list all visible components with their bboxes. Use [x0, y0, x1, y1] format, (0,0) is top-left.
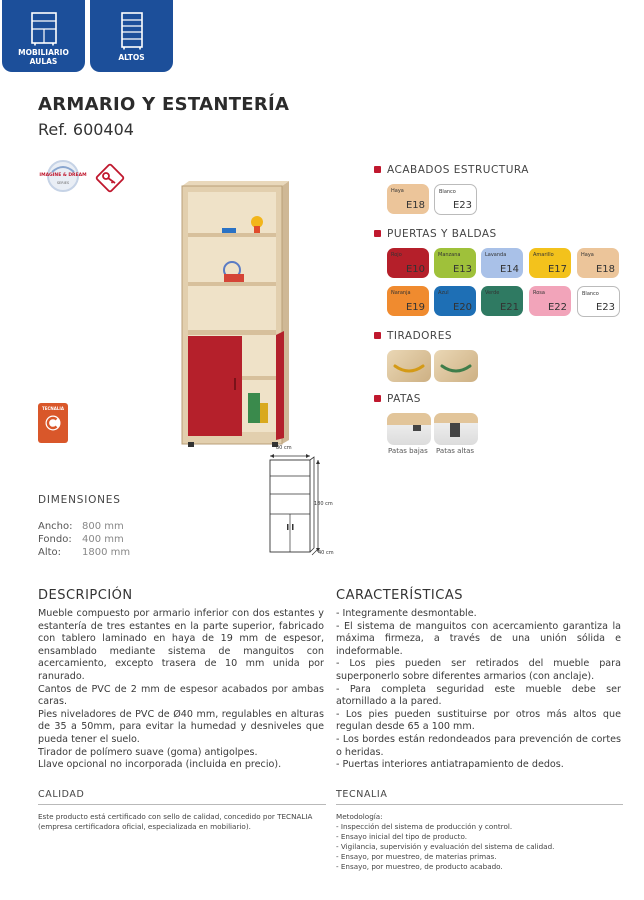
swatch-code: E13 [452, 264, 472, 275]
swatch-acabado-haya[interactable]: Haya E18 [387, 184, 429, 214]
tecnalia-text [336, 812, 623, 872]
swatch-puerta-haya[interactable] [577, 248, 619, 278]
tecnalia-logo-text: TECNALIA [42, 406, 64, 411]
tecnalia-line: - Ensayo inicial del tipo de producto. [336, 832, 468, 841]
key-icon [95, 163, 125, 193]
product-title: ARMARIO Y ESTANTERÍA [38, 94, 290, 115]
leg-option-bajas[interactable] [387, 413, 431, 445]
caracteristicas-heading: CARACTERÍSTICAS [336, 588, 463, 603]
caracteristica-item: - Los bordes están redondeados para prevención de cortes o heridas. [336, 733, 621, 758]
drawing-depth-label: 40 cm [318, 550, 334, 556]
calidad-divider [38, 804, 326, 805]
swatch-name: Azul [438, 290, 449, 296]
tile-label: ALTOS [118, 53, 145, 62]
caracteristica-item: - Los pies pueden sustituirse por otros más altos que regulan desde 65 a 100 mm. [336, 708, 621, 733]
swatch-code: E20 [452, 302, 472, 313]
swatch-code: E18 [595, 264, 615, 275]
tecnalia-line: - Vigilancia, supervisión y evaluación del sistema de calidad. [336, 842, 555, 851]
caracteristicas-body [336, 608, 621, 772]
brand-name: IMAGINE & DREAM [39, 173, 87, 178]
swatch-acabado-blanco[interactable]: Blanco E23 [434, 184, 477, 215]
caracteristica-item: - Para completa seguridad este mueble debe ser atornillado a la pared. [336, 683, 621, 708]
swatch-code: E22 [547, 302, 567, 313]
dim-row-alto: Alto: 1800 mm [38, 547, 131, 558]
swatch-puerta-rosa[interactable] [529, 286, 571, 316]
swatch-name: Haya [581, 252, 594, 258]
swatch-name: Blanco [582, 291, 599, 297]
swatch-name: Verde [485, 290, 500, 296]
cabinet-icon [31, 12, 57, 46]
leg-caption-bajas: Patas bajas [388, 447, 428, 455]
swatch-puerta-azul[interactable] [434, 286, 476, 316]
technical-drawing [266, 444, 336, 560]
caracteristica-item: - Puertas interiores antiatrapamiento de dedos. [336, 759, 564, 771]
swatch-name: Rojo [391, 252, 402, 258]
descripcion-paragraph: Cantos de PVC de 2 mm de espesor acabados por ambas caras. [38, 683, 324, 708]
tecnalia-divider [336, 804, 623, 805]
swatch-puerta-manzana[interactable] [434, 248, 476, 278]
descripcion-paragraph: Llave opcional no incorporada (incluida en precio). [38, 759, 282, 771]
swatch-code: E21 [499, 302, 519, 313]
product-image [162, 178, 292, 453]
swatch-code: E19 [405, 302, 425, 313]
leg-option-altas[interactable] [434, 413, 478, 445]
swatch-name: Amarillo [533, 252, 554, 258]
category-tile-altos[interactable] [90, 0, 173, 72]
descripcion-paragraph: Mueble compuesto por armario inferior con dos estantes y estantería de tres estantes en la parte superior, fabricado con tablero laminado en haya de 19 mm de espesor, ensamblado mediante sistema de manguitos con acercamiento, excepto trasera de 10 mm unida por ranurado. [38, 608, 324, 682]
swatch-name: Manzana [438, 252, 461, 258]
patas-heading: PATAS [374, 393, 421, 405]
tiradores-heading: TIRADORES [374, 330, 452, 342]
tecnalia-line: - Ensayo, por muestreo, de producto acabado. [336, 862, 503, 871]
tecnalia-heading: TECNALIA [336, 789, 388, 800]
brand-sub: SERIES [56, 181, 70, 185]
swatch-name: Rosa [533, 290, 545, 296]
descripcion-paragraph: Pies niveladores de PVC de Ø40 mm, regulables en alturas de 35 a 50mm, para evitar la humedad y desniveles que pueda tener el suelo. [38, 708, 324, 745]
leg-caption-altas: Patas altas [436, 447, 475, 455]
swatch-puerta-naranja[interactable] [387, 286, 429, 316]
drawing-height-label: 180 cm [314, 501, 333, 507]
drawing-width-label: 80 cm [276, 445, 292, 451]
caracteristica-item: - El sistema de manguitos con acercamiento garantiza la máxima firmeza, a través de una unión sólida e indeformable. [336, 620, 621, 657]
acabados-heading: ACABADOS ESTRUCTURA [374, 164, 529, 176]
tall-cabinet-icon [121, 12, 143, 50]
dim-row-fondo: Fondo: 400 mm [38, 534, 124, 545]
descripcion-paragraph: Tirador de polímero suave (goma) antigolpes. [38, 746, 258, 758]
tile-label: MOBILIARIO AULAS [18, 48, 69, 66]
swatch-code: E10 [405, 264, 425, 275]
swatch-puerta-lavanda[interactable] [481, 248, 523, 278]
swatch-puerta-amarillo[interactable] [529, 248, 571, 278]
calidad-text: Este producto está certificado con sello de calidad, concedido por TECNALIA (empresa certificadora oficial, especializada en mobiliario). [38, 812, 313, 831]
caracteristica-item: - Integramente desmontable. [336, 608, 477, 619]
descripcion-heading: DESCRIPCIÓN [38, 588, 133, 603]
calidad-heading: CALIDAD [38, 789, 85, 800]
tecnalia-line: - Inspección del sistema de producción y control. [336, 822, 513, 831]
swatch-code: E23 [595, 302, 615, 313]
tecnalia-line: - Ensayo, por muestreo, de materias primas. [336, 852, 497, 861]
category-tile-mobiliario[interactable] [2, 0, 85, 72]
dim-row-ancho: Ancho: 800 mm [38, 521, 124, 532]
swatch-code: E14 [499, 264, 519, 275]
handle-option-2[interactable] [434, 350, 478, 382]
tecnalia-line: Metodología: [336, 812, 383, 821]
swatch-name: Naranja [391, 290, 411, 296]
handle-option-1[interactable] [387, 350, 431, 382]
product-ref: Ref. 600404 [38, 120, 134, 139]
tecnalia-logo [38, 403, 68, 443]
puertas-heading: PUERTAS Y BALDAS [374, 228, 497, 240]
caracteristica-item: - Los pies pueden ser retirados del mueble para superponerlo sobre diferentes armarios (con anclaje). [336, 658, 621, 682]
swatch-puerta-verde[interactable] [481, 286, 523, 316]
dimensiones-heading: DIMENSIONES [38, 494, 121, 506]
swatch-puerta-blanco[interactable] [577, 286, 620, 317]
swatch-name: Lavanda [485, 252, 507, 258]
swatch-code: E17 [547, 264, 567, 275]
brand-logo [38, 158, 88, 194]
descripcion-body [38, 608, 324, 772]
swatch-puerta-rojo[interactable] [387, 248, 429, 278]
